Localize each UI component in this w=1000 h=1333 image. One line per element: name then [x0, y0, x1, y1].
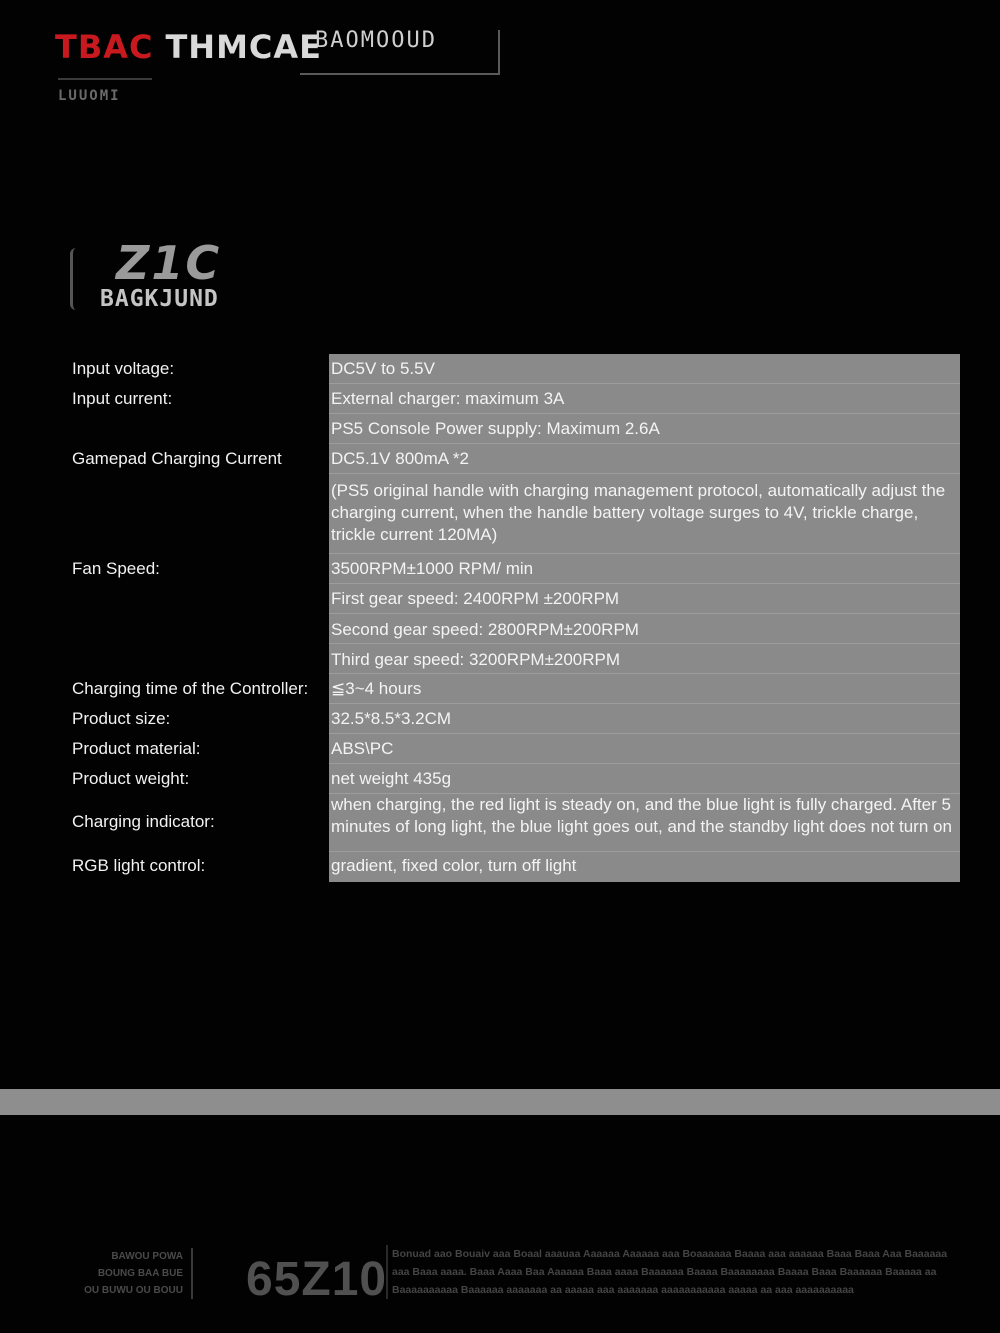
spec-label: Product size: — [72, 709, 171, 728]
spec-value: when charging, the red light is steady on, and the blue light is fully charged. After 5 minutes of long light, the blue light goes out, and the standby light does not turn on — [331, 795, 952, 836]
model-subtitle: BAGKJUND — [100, 286, 219, 312]
spec-value: External charger: maximum 3A — [331, 389, 565, 408]
spec-label: Product weight: — [72, 769, 190, 788]
spec-value: PS5 Console Power supply: Maximum 2.6A — [331, 419, 660, 438]
spec-row — [0, 852, 1000, 882]
spec-value: First gear speed: 2400RPM ±200RPM — [331, 589, 620, 608]
spec-row — [0, 354, 1000, 384]
brand-tagline: LUUOMI — [58, 78, 152, 104]
spec-row — [0, 704, 1000, 734]
spec-value: ≦3~4 hours — [331, 679, 422, 698]
spec-value: 32.5*8.5*3.2CM — [331, 709, 452, 728]
spec-value: 3500RPM±1000 RPM/ min — [331, 559, 534, 578]
model-title-block — [70, 236, 330, 316]
model-code: Z1C — [116, 236, 222, 290]
spec-label: Charging time of the Controller: — [72, 679, 309, 698]
spec-row — [0, 734, 1000, 764]
footer-left-line: BOUNG BAA BUE — [97, 1268, 183, 1279]
spec-row — [0, 444, 1000, 474]
brand-logo — [55, 28, 322, 66]
spec-row — [0, 554, 1000, 584]
spec-row — [0, 584, 1000, 614]
footer-left-line: BAWOU POWA — [111, 1251, 183, 1262]
spec-label: Fan Speed: — [72, 559, 160, 578]
spec-label: RGB light control: — [72, 856, 206, 875]
spec-value: net weight 435g — [331, 769, 452, 788]
brand-subtitle: BAOMOOUD — [300, 30, 500, 75]
divider-band — [0, 1089, 1000, 1115]
footer-left-block — [60, 1248, 193, 1299]
spec-row — [0, 764, 1000, 794]
spec-row — [0, 474, 1000, 554]
spec-value: Second gear speed: 2800RPM±200RPM — [331, 620, 639, 639]
spec-row — [0, 794, 1000, 852]
header — [0, 0, 1000, 130]
bracket-decoration — [70, 248, 81, 310]
spec-label: Product material: — [72, 739, 201, 758]
spec-label: Gamepad Charging Current — [72, 449, 282, 468]
brand-name-red: TBAC — [55, 28, 154, 66]
footer — [0, 1230, 1000, 1330]
footer-model-code: 65Z10 — [246, 1253, 388, 1306]
spec-value: Third gear speed: 3200RPM±200RPM — [331, 650, 621, 669]
brand-name-white: THMCAE — [165, 28, 323, 66]
spec-row — [0, 644, 1000, 674]
spec-label: Charging indicator: — [72, 812, 215, 831]
spec-value: DC5.1V 800mA *2 — [331, 449, 469, 468]
spec-value: ABS\PC — [331, 739, 394, 758]
spec-value: (PS5 original handle with charging management protocol, automatically adjust the charging current, when the handle battery voltage surges to 4V, trickle charge, trickle current 120MA) — [331, 481, 946, 544]
spec-row — [0, 674, 1000, 704]
spec-label: Input current: — [72, 389, 173, 408]
spec-row — [0, 414, 1000, 444]
footer-left-line: OU BUWU OU BOUU — [84, 1285, 183, 1296]
spec-value: gradient, fixed color, turn off light — [331, 856, 577, 875]
spec-value: DC5V to 5.5V — [331, 359, 435, 378]
spec-label: Input voltage: — [72, 359, 175, 378]
spec-row — [0, 384, 1000, 414]
footer-description: Bonuad aao Bouaiv aaa Boaal aaauaa Aaaaaa Aaaaaa aaa Boaaaaaa Baaaa aaa aaaaaa Baaa Baaa Aaa Baaaaaa aaa Baaa aaaa. Baaa Aaaa Baa Aaaaaa Baaa aaaa Baaaaaa Baaaa Baaaaaaaa Baaaa Baaa Baaaaaa Baaaaa aa Baaaaaaaaaa Baaaaaa aaaaaaa aa aaaaa aaa aaaaaaa aaaaaaaaaaa aaaaa aa aaa aaaaaaaaaa — [386, 1245, 952, 1299]
spec-row — [0, 614, 1000, 644]
